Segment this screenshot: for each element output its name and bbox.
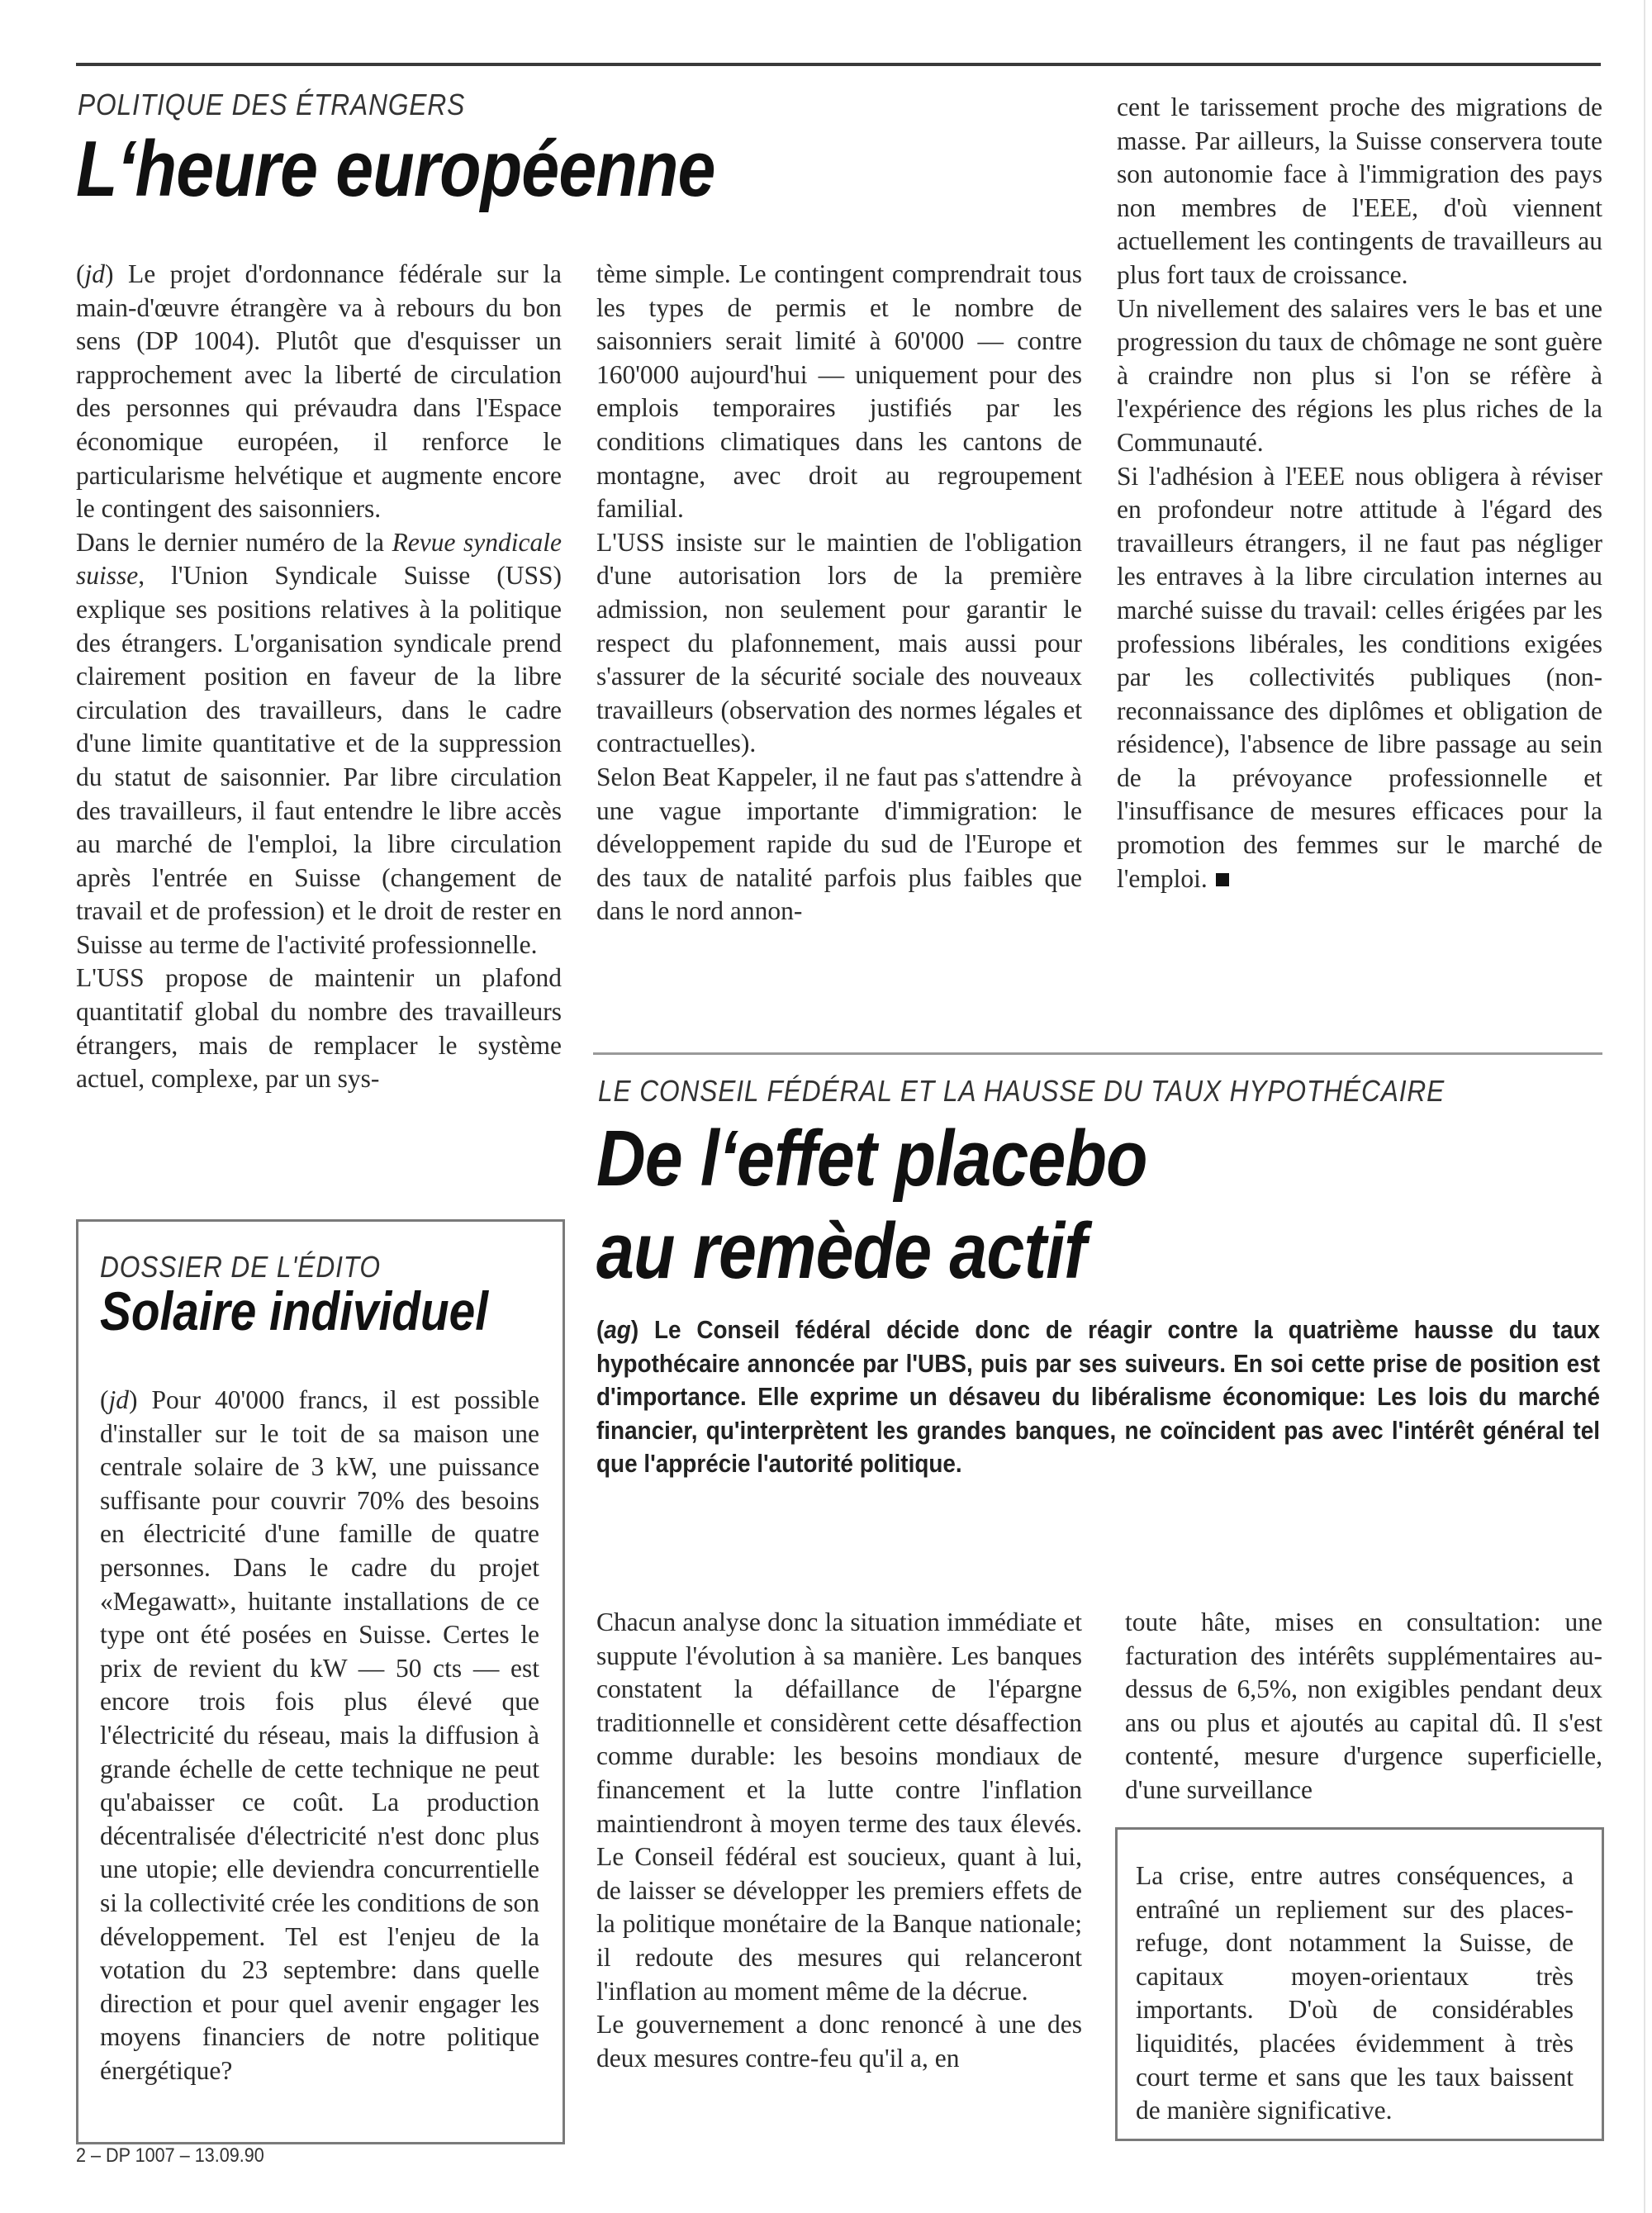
article1-title: L‘heure européenne [76, 125, 715, 213]
section-divider [593, 1052, 1602, 1055]
article1-column-3 [1117, 91, 1602, 895]
article2-title-line1: De l‘effet placebo [596, 1114, 1147, 1203]
paragraph: Si l'adhésion à l'EEE nous obligera à réviser en profondeur notre attitude à l'égard des travailleurs étrangers, il ne faut pas négliger les entraves à la libre circulation internes au marché suisse du travail: celles érigées par les professions libérales, les conditions exigées par les collectivités publiques (non-reconnaissance des diplômes et obligation de résidence), l'absence de libre passage au sein de la prévoyance professionnelle et l'insuffisance de mesures efficaces pour la promotion des femmes sur le marché de l'emploi. [1117, 461, 1602, 893]
article1-kicker: POLITIQUE DES ÉTRANGERS [78, 88, 466, 121]
paragraph: L'USS insiste sur le maintien de l'obligation d'une autorisation lors de la première admission, non seulement pour garantir le respect du plafonnement, mais aussi pour s'assurer de la sécurité sociale des nouveaux travailleurs (observation des normes légales et contractuelles). [596, 527, 1082, 758]
sidebar-box-solaire [76, 1219, 565, 2144]
paragraph: (jd) Pour 40'000 francs, il est possible d'installer sur le toit de sa maison une centrale solaire de 3 kW, une puissance suffisante pour couvrir 70% des besoins en électricité d'une famille de quatre personnes. Dans le cadre du projet «Megawatt», huitante installations de ce type ont été posées en Suisse. Certes le prix de revient du kW — 50 cts — est encore trois fois plus élevé que l'électricité du réseau, mais la diffusion à grande échelle de cette technique ne peut qu'abaisser ce coût. La production décentralisée d'électricité n'est donc plus une utopie; elle deviendra concurrentielle si la collectivité crée les conditions de son développement. Tel est l'enjeu de la votation du 23 septembre: dans quelle direction et pour quel avenir engager les moyens financiers de notre politique énergétique? [100, 1385, 539, 2085]
article1-column-1 [76, 258, 562, 1096]
end-of-article-mark [1216, 873, 1229, 886]
byline: ag [604, 1315, 631, 1344]
sidebar-title: Solaire individuel [100, 1280, 488, 1342]
paragraph: Chacun analyse donc la situation immédiate et suppute l'évolution à sa manière. Les banques constatent la défaillance de l'épargne traditionnelle et considèrent cette désaffection comme durable: les besoins mondiaux de financement et la lutte contre l'inflation maintiendront à moyen terme des taux élevés. Le Conseil fédéral est soucieux, quant à lui, de laisser se développer les premiers effets de la politique monétaire de la Banque nationale; il redoute des mesures qui relanceront l'inflation au moment même de la décrue. [596, 1608, 1082, 2006]
top-rule [76, 63, 1601, 66]
paragraph: toute hâte, mises en consultation: une facturation des intérêts supplémentaires au-dessus de 6,5%, non exigibles pendant deux ans ou plus et ajoutés au capital dû. Il s'est contenté, mesure d'urgence superficielle, d'une surveillance [1125, 1608, 1602, 1804]
article2-title-line2: au remède actif [596, 1207, 1086, 1295]
article1-column-2 [596, 258, 1082, 928]
paragraph: (jd) Le projet d'ordonnance fédérale sur la main-d'œuvre étrangère va à rebours du bon sens (DP 1004). Plutôt que d'esquisser un rapprochement avec la liberté de circulation des personnes qui prévaudra dans l'Espace économique européen, il renforce le particularisme helvétique et augmente encore le contingent des saisonniers. [76, 259, 562, 524]
paragraph: Dans le dernier numéro de la Revue syndicale suisse, l'Union Syndicale Suisse (USS) explique ses positions relatives à la politique des étrangers. L'organisation syndicale prend clairement position en faveur de la libre circulation des travailleurs, dans le cadre d'une limite quantitative et de la suppression du statut de saisonnier. Par libre circulation des travailleurs, il faut entendre le libre accès au marché de l'emploi, la libre circulation après l'entrée en Suisse (changement de travail et de profession) et le droit de rester en Suisse au terme de l'activité professionnelle. [76, 527, 563, 959]
sidebar-body [100, 1384, 539, 2087]
byline: jd [84, 259, 106, 288]
paragraph: tème simple. Le contingent comprendrait tous les types de permis et le nombre de saisonniers serait limité à 60'000 — contre 160'000 aujourd'hui — uniquement pour des emplois temporaires justifiés par les conditions climatiques dans les cantons de montagne, avec droit au regroupement familial. [596, 259, 1082, 524]
paragraph: cent le tarissement proche des migrations de masse. Par ailleurs, la Suisse conservera toute son autonomie face à l'immigration des pays non membres de l'EEE, d'où viennent actuellement les contingents de travailleurs au plus fort taux de croissance. [1117, 93, 1602, 289]
article2-column-2 [1125, 1606, 1602, 1807]
article2-column-1 [596, 1606, 1082, 2075]
publication-title: Revue syndicale suisse [76, 527, 563, 591]
paragraph: L'USS propose de maintenir un plafond quantitatif global du nombre des travailleurs étrangers, mais de remplacer le système actuel, complexe, par un sys- [76, 963, 562, 1094]
page-edge [1644, 0, 1645, 2213]
article2-kicker: LE CONSEIL FÉDÉRAL ET LA HAUSSE DU TAUX HYPOTHÉCAIRE [598, 1074, 1446, 1108]
pullquote-text: La crise, entre autres conséquences, a entraîné un repliement sur des places-refuge, dont notamment la Suisse, de capitaux moyen-orientaux très importants. D'où de considérables liquidités, placées évidemment à très court terme et sans que les taux baissent de manière significative. [1136, 1861, 1574, 2125]
paragraph: Le gouvernement a donc renoncé à une des deux mesures contre-feu qu'il a, en [596, 2010, 1082, 2073]
article2-lead: (ag) Le Conseil fédéral décide donc de réagir contre la quatrième hausse du taux hypothécaire annoncée par l'UBS, puis par ses suiveurs. En soi cette prise de position est d'importance. Elle exprime un désaveu du libéralisme économique: Les lois du marché financier, qu'interprètent les grandes banques, ne coïncident pas avec l'intérêt général tel que l'apprécie l'autorité politique. [596, 1315, 1600, 1478]
pullquote-box [1115, 1827, 1604, 2141]
paragraph: Un nivellement des salaires vers le bas et une progression du taux de chômage ne sont guère à craindre non plus si l'on se réfère à l'expérience des régions les plus riches de la Communauté. [1117, 293, 1602, 457]
sidebar-kicker: DOSSIER DE L'ÉDITO [100, 1250, 381, 1284]
paragraph: Selon Beat Kappeler, il ne faut pas s'attendre à une vague importante d'immigration: le développement rapide du sud de l'Europe et des taux de natalité parfois plus faibles que dans le nord annon- [596, 762, 1082, 926]
page-footer: 2 – DP 1007 – 13.09.90 [76, 2144, 264, 2167]
byline: jd [108, 1385, 130, 1414]
